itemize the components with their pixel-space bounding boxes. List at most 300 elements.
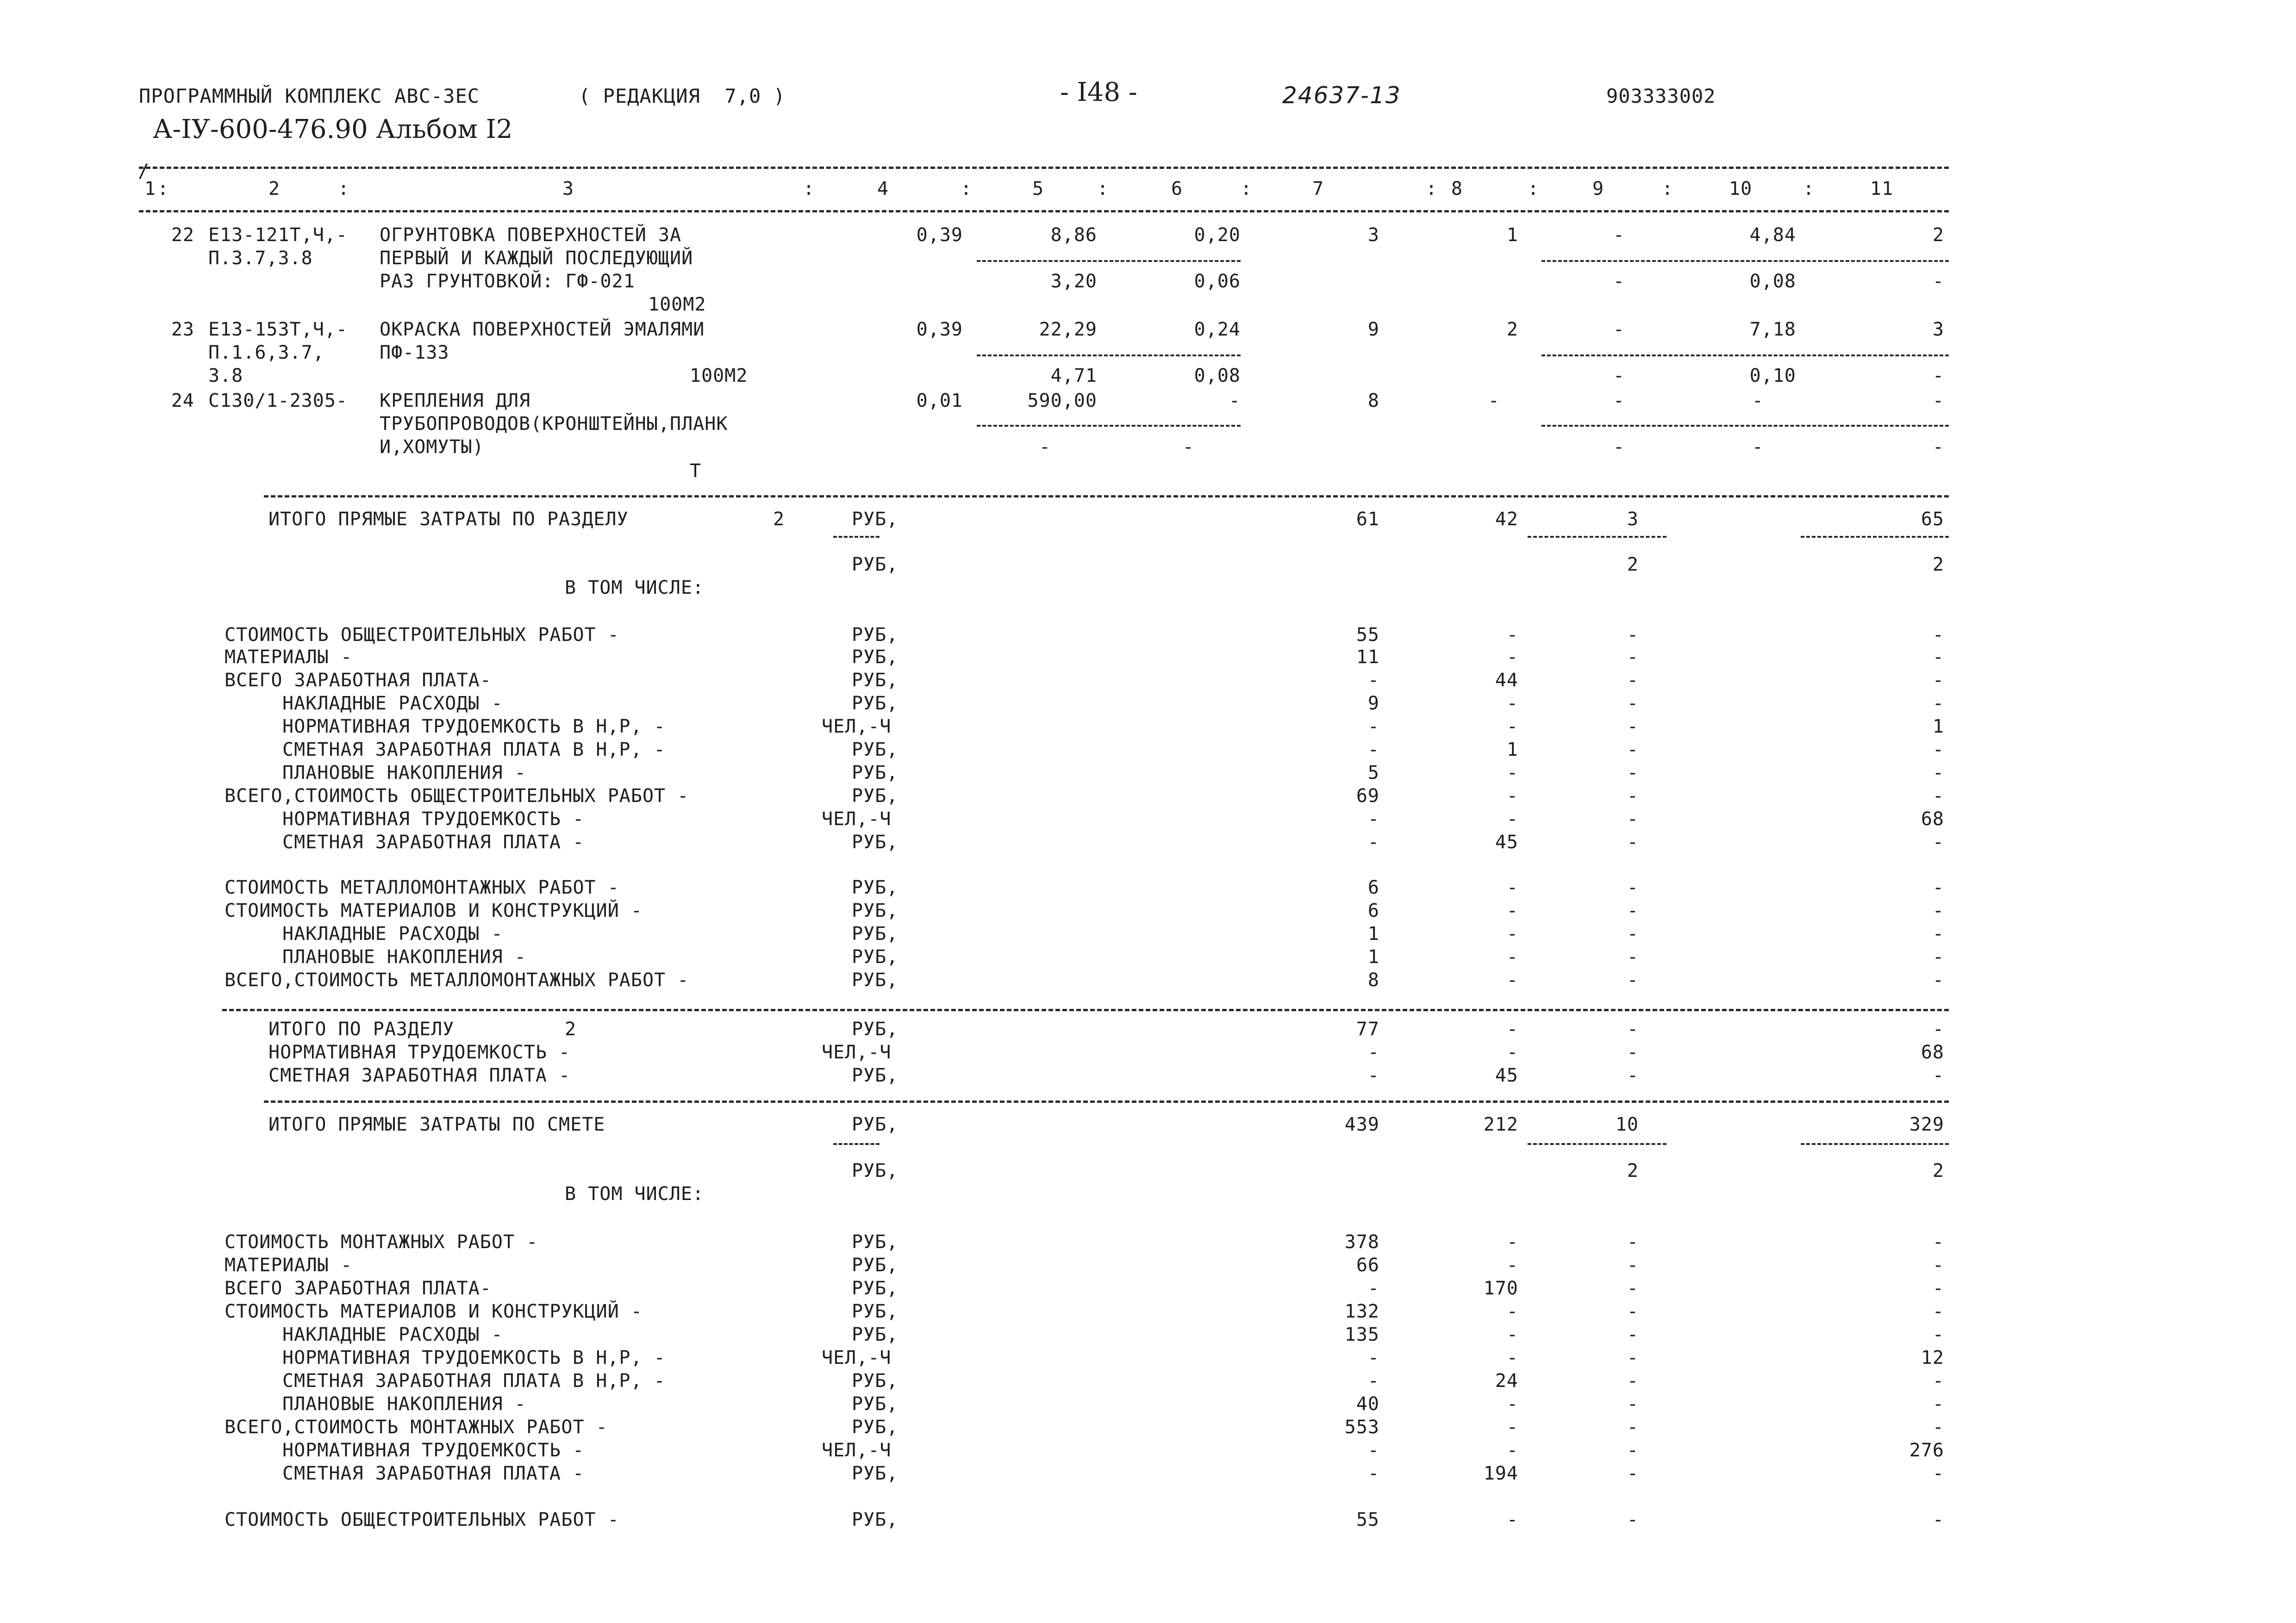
row-label: СМЕТНАЯ ЗАРАБОТНАЯ ПЛАТА В Н,Р, - xyxy=(282,1370,666,1392)
row-label: СМЕТНАЯ ЗАРАБОТНАЯ ПЛАТА - xyxy=(282,832,585,853)
col-sep: : xyxy=(1803,178,1815,199)
cell-c11: 3 xyxy=(1932,319,1944,340)
cell-c10: 0,08 xyxy=(1749,271,1796,292)
row-label: ИТОГО ПО РАЗДЕЛУ xyxy=(268,1019,455,1040)
cell-c7: 9 xyxy=(1367,319,1379,340)
cell-c7: - xyxy=(1367,1278,1379,1299)
cell-c9: - xyxy=(1627,877,1639,898)
cell-c5: 8,86 xyxy=(1050,224,1097,246)
cell-c7: 69 xyxy=(1356,785,1379,807)
item-description: РАЗ ГРУНТОВКОЙ: ГФ-021 xyxy=(380,271,635,292)
cell-c7: - xyxy=(1367,1042,1379,1063)
cell-c11: 329 xyxy=(1909,1114,1944,1135)
row-label: СТОИМОСТЬ ОБЩЕСТРОИТЕЛЬНЫХ РАБОТ - xyxy=(225,1509,619,1530)
row-label: МАТЕРИАЛЫ - xyxy=(225,647,352,668)
cell-c6: - xyxy=(1182,436,1194,458)
cell-c11: - xyxy=(1932,647,1944,668)
row-label: ПЛАНОВЫЕ НАКОПЛЕНИЯ - xyxy=(282,762,526,784)
cell-c9: - xyxy=(1627,1324,1639,1345)
cell-c11: - xyxy=(1932,1301,1944,1322)
cell-c11: - xyxy=(1932,624,1944,646)
album-title: А-IУ-600-476.90 Альбом I2 xyxy=(153,114,513,144)
cell-c7: 135 xyxy=(1344,1324,1379,1345)
row-label: ПЛАНОВЫЕ НАКОПЛЕНИЯ - xyxy=(282,946,526,968)
cell-c8: - xyxy=(1488,390,1500,411)
item-description: ОГРУНТОВКА ПОВЕРХНОСТЕЙ ЗА xyxy=(380,224,682,246)
row-label: ВСЕГО,СТОИМОСТЬ МОНТАЖНЫХ РАБОТ - xyxy=(225,1417,608,1438)
cell-c7: - xyxy=(1367,716,1379,737)
cell-c11: - xyxy=(1932,1278,1944,1299)
cell-c11: - xyxy=(1932,1019,1944,1040)
cell-c8: - xyxy=(1506,624,1518,646)
cell-c7: 9 xyxy=(1367,693,1379,714)
cell-c11: - xyxy=(1932,365,1944,386)
cell-c9: - xyxy=(1627,785,1639,807)
cell-c10: 7,18 xyxy=(1749,319,1796,340)
cell-c9: - xyxy=(1627,946,1639,968)
item-code: Е13-121Т,Ч,- xyxy=(208,224,348,246)
subtotal-rule xyxy=(1541,354,1949,356)
cell-c5: 590,00 xyxy=(1027,390,1097,411)
row-unit: РУБ, xyxy=(852,1019,898,1040)
cell-c11: 65 xyxy=(1921,509,1944,530)
cell-c7: - xyxy=(1367,1370,1379,1392)
cell-c11: 68 xyxy=(1921,808,1944,830)
cell-c7: 6 xyxy=(1367,900,1379,921)
section-rule xyxy=(264,1101,1949,1103)
row-unit: РУБ, xyxy=(852,1065,898,1086)
column-header: 5 xyxy=(1032,178,1044,199)
item-number: 22 xyxy=(171,224,194,246)
row-unit: РУБ, xyxy=(852,1160,898,1181)
row-unit: РУБ, xyxy=(852,647,898,668)
edition-label: ( РЕДАКЦИЯ 7,0 ) xyxy=(579,85,786,107)
row-unit: РУБ, xyxy=(852,1393,898,1415)
column-header: 10 xyxy=(1729,178,1753,199)
cell-c7: 11 xyxy=(1356,647,1379,668)
subtotal-rule xyxy=(977,354,1241,356)
row-label: СТОИМОСТЬ МАТЕРИАЛОВ И КОНСТРУКЦИЙ - xyxy=(225,900,643,921)
cell-c10: 0,10 xyxy=(1749,365,1796,386)
row-unit: РУБ, xyxy=(852,946,898,968)
row-label: НОРМАТИВНАЯ ТРУДОЕМКОСТЬ - xyxy=(268,1042,571,1063)
cell-c7: - xyxy=(1367,832,1379,853)
cell-c6: 0,08 xyxy=(1194,365,1241,386)
row-label: МАТЕРИАЛЫ - xyxy=(225,1255,352,1276)
cell-c8: 42 xyxy=(1495,509,1518,530)
cell-c9: - xyxy=(1627,1509,1639,1530)
program-name: ПРОГРАММНЫЙ КОМПЛЕКС АВС-3ЕС xyxy=(139,85,480,107)
subtotal-rule xyxy=(1541,260,1949,262)
item-unit: 100М2 xyxy=(690,365,748,386)
cell-c9: - xyxy=(1627,970,1639,991)
cell-c11: - xyxy=(1932,762,1944,784)
cell-c11: - xyxy=(1932,1065,1944,1086)
cell-c7: - xyxy=(1367,808,1379,830)
row-label: ВСЕГО ЗАРАБОТНАЯ ПЛАТА- xyxy=(225,1278,492,1299)
subtotal-rule xyxy=(1528,536,1666,538)
row-label: НОРМАТИВНАЯ ТРУДОЕМКОСТЬ В Н,Р, - xyxy=(282,1347,666,1368)
row-label: В ТОМ ЧИСЛЕ: xyxy=(565,577,704,598)
table-top-rule xyxy=(139,167,1949,169)
cell-c11: 2 xyxy=(1932,1160,1944,1181)
col-sep: : xyxy=(157,178,169,199)
cell-c11: - xyxy=(1932,1231,1944,1253)
row-unit: РУБ, xyxy=(852,1417,898,1438)
item-unit: Т xyxy=(690,460,702,482)
cell-c9: 2 xyxy=(1627,554,1639,575)
page-number: - I48 - xyxy=(1060,77,1137,107)
cell-c11: 2 xyxy=(1932,554,1944,575)
col-sep: : xyxy=(961,178,973,199)
row-unit: РУБ, xyxy=(852,785,898,807)
cell-c11: 68 xyxy=(1921,1042,1944,1063)
rule-start-slash: / xyxy=(138,161,150,182)
cell-c11: - xyxy=(1932,1324,1944,1345)
row-unit: РУБ, xyxy=(852,1278,898,1299)
col-sep: : xyxy=(338,178,350,199)
cell-c8: 212 xyxy=(1483,1114,1518,1135)
cell-c7: - xyxy=(1367,670,1379,691)
cell-c11: - xyxy=(1932,877,1944,898)
cell-c7: 5 xyxy=(1367,762,1379,784)
cell-c8: 194 xyxy=(1483,1463,1518,1484)
col-sep: : xyxy=(1097,178,1109,199)
cell-c11: - xyxy=(1932,739,1944,760)
cell-c6: 0,06 xyxy=(1194,271,1241,292)
cell-c8: - xyxy=(1506,1301,1518,1322)
cell-c8: - xyxy=(1506,923,1518,945)
cell-c4: 0,39 xyxy=(916,224,963,246)
cell-c8: - xyxy=(1506,762,1518,784)
cell-c9: - xyxy=(1627,1301,1639,1322)
cell-c9: - xyxy=(1627,1255,1639,1276)
cell-c9: - xyxy=(1627,670,1639,691)
cell-c9: 2 xyxy=(1627,1160,1639,1181)
row-unit: РУБ, xyxy=(852,509,898,530)
row-label: НОРМАТИВНАЯ ТРУДОЕМКОСТЬ В Н,Р, - xyxy=(282,716,666,737)
item-description: ТРУБОПРОВОДОВ(КРОНШТЕЙНЫ,ПЛАНК xyxy=(380,413,728,435)
cell-c7: 61 xyxy=(1356,509,1379,530)
subtotal-rule xyxy=(1528,1143,1666,1145)
row-label: СМЕТНАЯ ЗАРАБОТНАЯ ПЛАТА В Н,Р, - xyxy=(282,739,666,760)
row-unit: ЧЕЛ,-Ч xyxy=(822,1440,892,1461)
cell-c11: - xyxy=(1932,1393,1944,1415)
column-header: 4 xyxy=(877,178,889,199)
item-code: Е13-153Т,Ч,- xyxy=(208,319,348,340)
row-unit: РУБ, xyxy=(852,923,898,945)
item-description: ПФ-133 xyxy=(380,342,449,363)
cell-c8: - xyxy=(1506,693,1518,714)
cell-c11: - xyxy=(1932,1509,1944,1530)
row-label: СМЕТНАЯ ЗАРАБОТНАЯ ПЛАТА - xyxy=(282,1463,585,1484)
cell-c11: - xyxy=(1932,1463,1944,1484)
cell-c8: - xyxy=(1506,1231,1518,1253)
column-header: 7 xyxy=(1312,178,1324,199)
cell-c4: 0,01 xyxy=(916,390,963,411)
cell-c7: - xyxy=(1367,1065,1379,1086)
cell-c4: 0,39 xyxy=(916,319,963,340)
cell-c9: - xyxy=(1627,1440,1639,1461)
col-sep: : xyxy=(1528,178,1540,199)
cell-c11: - xyxy=(1932,1255,1944,1276)
cell-c8: - xyxy=(1506,716,1518,737)
row-label: НАКЛАДНЫЕ РАСХОДЫ - xyxy=(282,693,503,714)
cell-c8: 170 xyxy=(1483,1278,1518,1299)
unit-underline xyxy=(833,536,880,538)
row-label: В ТОМ ЧИСЛЕ: xyxy=(565,1183,704,1205)
cell-c9: - xyxy=(1613,224,1625,246)
column-header: 6 xyxy=(1171,178,1183,199)
row-label: СТОИМОСТЬ ОБЩЕСТРОИТЕЛЬНЫХ РАБОТ - xyxy=(225,624,619,646)
cell-c11: 12 xyxy=(1921,1347,1944,1368)
cell-c11: - xyxy=(1932,693,1944,714)
column-header: 9 xyxy=(1592,178,1604,199)
cell-c11: - xyxy=(1932,832,1944,853)
cell-c9: - xyxy=(1627,832,1639,853)
cell-c11: - xyxy=(1932,436,1944,458)
subtotal-rule xyxy=(1541,425,1949,427)
cell-c9: - xyxy=(1627,808,1639,830)
row-label: ИТОГО ПРЯМЫЕ ЗАТРАТЫ ПО РАЗДЕЛУ xyxy=(268,509,629,530)
cell-c8: - xyxy=(1506,1509,1518,1530)
item-description: И,ХОМУТЫ) xyxy=(380,436,484,458)
row-unit: ЧЕЛ,-Ч xyxy=(822,808,892,830)
cell-c11: 276 xyxy=(1909,1440,1944,1461)
cell-c9: 10 xyxy=(1615,1114,1639,1135)
row-unit: РУБ, xyxy=(852,1463,898,1484)
cell-c9: - xyxy=(1627,1417,1639,1438)
cell-c8: - xyxy=(1506,1042,1518,1063)
cell-c7: 378 xyxy=(1344,1231,1379,1253)
cell-c7: 55 xyxy=(1356,1509,1379,1530)
row-unit: РУБ, xyxy=(852,1324,898,1345)
item-code: 3.8 xyxy=(208,365,243,386)
cell-c9: - xyxy=(1627,739,1639,760)
cell-c8: 1 xyxy=(1506,224,1518,246)
row-unit: РУБ, xyxy=(852,554,898,575)
cell-c9: - xyxy=(1613,319,1625,340)
row-unit: РУБ, xyxy=(852,1114,898,1135)
section-rule xyxy=(222,1009,1949,1011)
cell-c8: - xyxy=(1506,946,1518,968)
row-label: СТОИМОСТЬ МОНТАЖНЫХ РАБОТ - xyxy=(225,1231,538,1253)
cell-c9: 3 xyxy=(1627,509,1639,530)
cell-c8: - xyxy=(1506,1440,1518,1461)
cell-c7: 553 xyxy=(1344,1417,1379,1438)
cell-c9: - xyxy=(1627,1370,1639,1392)
cell-c8: - xyxy=(1506,1393,1518,1415)
cell-c8: - xyxy=(1506,900,1518,921)
cell-c9: - xyxy=(1627,1042,1639,1063)
cell-c9: - xyxy=(1627,900,1639,921)
item-description: ПЕРВЫЙ И КАЖДЫЙ ПОСЛЕДУЮЩИЙ xyxy=(380,248,693,269)
row-unit: РУБ, xyxy=(852,624,898,646)
row-label: НОРМАТИВНАЯ ТРУДОЕМКОСТЬ - xyxy=(282,808,585,830)
cell-c5: 22,29 xyxy=(1039,319,1097,340)
cell-c7: - xyxy=(1367,1347,1379,1368)
cell-c9: - xyxy=(1627,1347,1639,1368)
row-unit: РУБ, xyxy=(852,877,898,898)
cell-c11: - xyxy=(1932,271,1944,292)
row-unit: РУБ, xyxy=(852,739,898,760)
header-bottom-rule xyxy=(139,210,1949,212)
cell-c9: - xyxy=(1613,365,1625,386)
row-unit: РУБ, xyxy=(852,832,898,853)
row-unit: РУБ, xyxy=(852,1231,898,1253)
section-rule xyxy=(264,495,1949,497)
cell-c11: 1 xyxy=(1932,716,1944,737)
row-section-number: 2 xyxy=(773,509,785,530)
row-unit: РУБ, xyxy=(852,1301,898,1322)
row-label: НАКЛАДНЫЕ РАСХОДЫ - xyxy=(282,923,503,945)
cell-c8: - xyxy=(1506,785,1518,807)
cell-c11: - xyxy=(1932,900,1944,921)
row-unit: ЧЕЛ,-Ч xyxy=(822,1042,892,1063)
cell-c9: - xyxy=(1627,1065,1639,1086)
cell-c8: - xyxy=(1506,1255,1518,1276)
column-header: 3 xyxy=(562,178,574,199)
subtotal-rule xyxy=(1801,536,1949,538)
col-sep: : xyxy=(1662,178,1674,199)
cell-c7: 1 xyxy=(1367,923,1379,945)
row-label: СТОИМОСТЬ МЕТАЛЛОМОНТАЖНЫХ РАБОТ - xyxy=(225,877,619,898)
cell-c11: - xyxy=(1932,1370,1944,1392)
item-description: ОКРАСКА ПОВЕРХНОСТЕЙ ЭМАЛЯМИ xyxy=(380,319,705,340)
cell-c5: 4,71 xyxy=(1050,365,1097,386)
cell-c9: - xyxy=(1627,624,1639,646)
document-code: 903333002 xyxy=(1606,85,1716,107)
subtotal-rule xyxy=(1801,1143,1949,1145)
row-unit: РУБ, xyxy=(852,762,898,784)
row-unit: РУБ, xyxy=(852,1509,898,1530)
cell-c5: - xyxy=(1039,436,1051,458)
cell-c9: - xyxy=(1627,1019,1639,1040)
cell-c7: 3 xyxy=(1367,224,1379,246)
cell-c8: 24 xyxy=(1495,1370,1518,1392)
cell-c7: 66 xyxy=(1356,1255,1379,1276)
cell-c6: - xyxy=(1229,390,1241,411)
cell-c9: - xyxy=(1627,1463,1639,1484)
cell-c8: - xyxy=(1506,970,1518,991)
row-unit: ЧЕЛ,-Ч xyxy=(822,1347,892,1368)
row-label: СТОИМОСТЬ МАТЕРИАЛОВ И КОНСТРУКЦИЙ - xyxy=(225,1301,643,1322)
cell-c7: 55 xyxy=(1356,624,1379,646)
row-unit: ЧЕЛ,-Ч xyxy=(822,716,892,737)
cell-c9: - xyxy=(1627,1278,1639,1299)
cell-c9: - xyxy=(1627,693,1639,714)
cell-c11: - xyxy=(1932,670,1944,691)
row-unit: РУБ, xyxy=(852,670,898,691)
column-header: 1 xyxy=(144,178,156,199)
row-unit: РУБ, xyxy=(852,1255,898,1276)
col-sep: : xyxy=(1426,178,1438,199)
cell-c10: 4,84 xyxy=(1749,224,1796,246)
subtotal-rule xyxy=(977,425,1241,427)
row-label: ПЛАНОВЫЕ НАКОПЛЕНИЯ - xyxy=(282,1393,526,1415)
cell-c7: 8 xyxy=(1367,970,1379,991)
cell-c8: 45 xyxy=(1495,832,1518,853)
row-unit: РУБ, xyxy=(852,970,898,991)
column-header: 2 xyxy=(268,178,281,199)
column-header: 11 xyxy=(1870,178,1894,199)
cell-c7: 40 xyxy=(1356,1393,1379,1415)
cell-c8: - xyxy=(1506,1347,1518,1368)
cell-c11: - xyxy=(1932,946,1944,968)
cell-c11: - xyxy=(1932,390,1944,411)
row-label: НАКЛАДНЫЕ РАСХОДЫ - xyxy=(282,1324,503,1345)
cell-c8: 1 xyxy=(1506,739,1518,760)
cell-c7: 6 xyxy=(1367,877,1379,898)
unit-underline xyxy=(833,1143,880,1145)
cell-c9: - xyxy=(1627,762,1639,784)
item-code: П.1.6,3.7, xyxy=(208,342,324,363)
col-sep: : xyxy=(1241,178,1253,199)
cell-c11: - xyxy=(1932,923,1944,945)
cell-c11: - xyxy=(1932,785,1944,807)
cell-c8: - xyxy=(1506,877,1518,898)
cell-c8: - xyxy=(1506,647,1518,668)
cell-c9: - xyxy=(1627,716,1639,737)
row-section-number: 2 xyxy=(565,1019,577,1040)
cell-c7: 1 xyxy=(1367,946,1379,968)
row-label: ВСЕГО ЗАРАБОТНАЯ ПЛАТА- xyxy=(225,670,492,691)
col-sep: : xyxy=(803,178,815,199)
cell-c7: 77 xyxy=(1356,1019,1379,1040)
cell-c8: 44 xyxy=(1495,670,1518,691)
cell-c11: 2 xyxy=(1932,224,1944,246)
cell-c8: - xyxy=(1506,1019,1518,1040)
row-label: ВСЕГО,СТОИМОСТЬ МЕТАЛЛОМОНТАЖНЫХ РАБОТ - xyxy=(225,970,689,991)
cell-c10: - xyxy=(1752,436,1764,458)
cell-c7: 439 xyxy=(1344,1114,1379,1135)
cell-c7: - xyxy=(1367,1463,1379,1484)
cell-c11: - xyxy=(1932,970,1944,991)
cell-c6: 0,20 xyxy=(1194,224,1241,246)
column-header: 8 xyxy=(1451,178,1463,199)
handwritten-doc-number: 24637-13 xyxy=(1282,82,1401,109)
cell-c9: - xyxy=(1627,1393,1639,1415)
cell-c6: 0,24 xyxy=(1194,319,1241,340)
item-number: 23 xyxy=(171,319,194,340)
cell-c8: - xyxy=(1506,1324,1518,1345)
item-number: 24 xyxy=(171,390,194,411)
cell-c7: 8 xyxy=(1367,390,1379,411)
cell-c9: - xyxy=(1627,647,1639,668)
cell-c8: 45 xyxy=(1495,1065,1518,1086)
cell-c8: 2 xyxy=(1506,319,1518,340)
cell-c7: - xyxy=(1367,1440,1379,1461)
row-label: СМЕТНАЯ ЗАРАБОТНАЯ ПЛАТА - xyxy=(268,1065,571,1086)
cell-c9: - xyxy=(1627,1231,1639,1253)
cell-c10: - xyxy=(1752,390,1764,411)
row-unit: РУБ, xyxy=(852,1370,898,1392)
row-unit: РУБ, xyxy=(852,900,898,921)
cell-c9: - xyxy=(1613,390,1625,411)
item-code: С130/1-2305- xyxy=(208,390,348,411)
row-label: ВСЕГО,СТОИМОСТЬ ОБЩЕСТРОИТЕЛЬНЫХ РАБОТ - xyxy=(225,785,689,807)
row-label: НОРМАТИВНАЯ ТРУДОЕМКОСТЬ - xyxy=(282,1440,585,1461)
cell-c7: 132 xyxy=(1344,1301,1379,1322)
item-description: КРЕПЛЕНИЯ ДЛЯ xyxy=(380,390,531,411)
row-unit: РУБ, xyxy=(852,693,898,714)
cell-c9: - xyxy=(1627,923,1639,945)
subtotal-rule xyxy=(977,260,1241,262)
item-code: П.3.7,3.8 xyxy=(208,248,313,269)
cell-c7: - xyxy=(1367,739,1379,760)
cell-c9: - xyxy=(1613,271,1625,292)
cell-c9: - xyxy=(1613,436,1625,458)
